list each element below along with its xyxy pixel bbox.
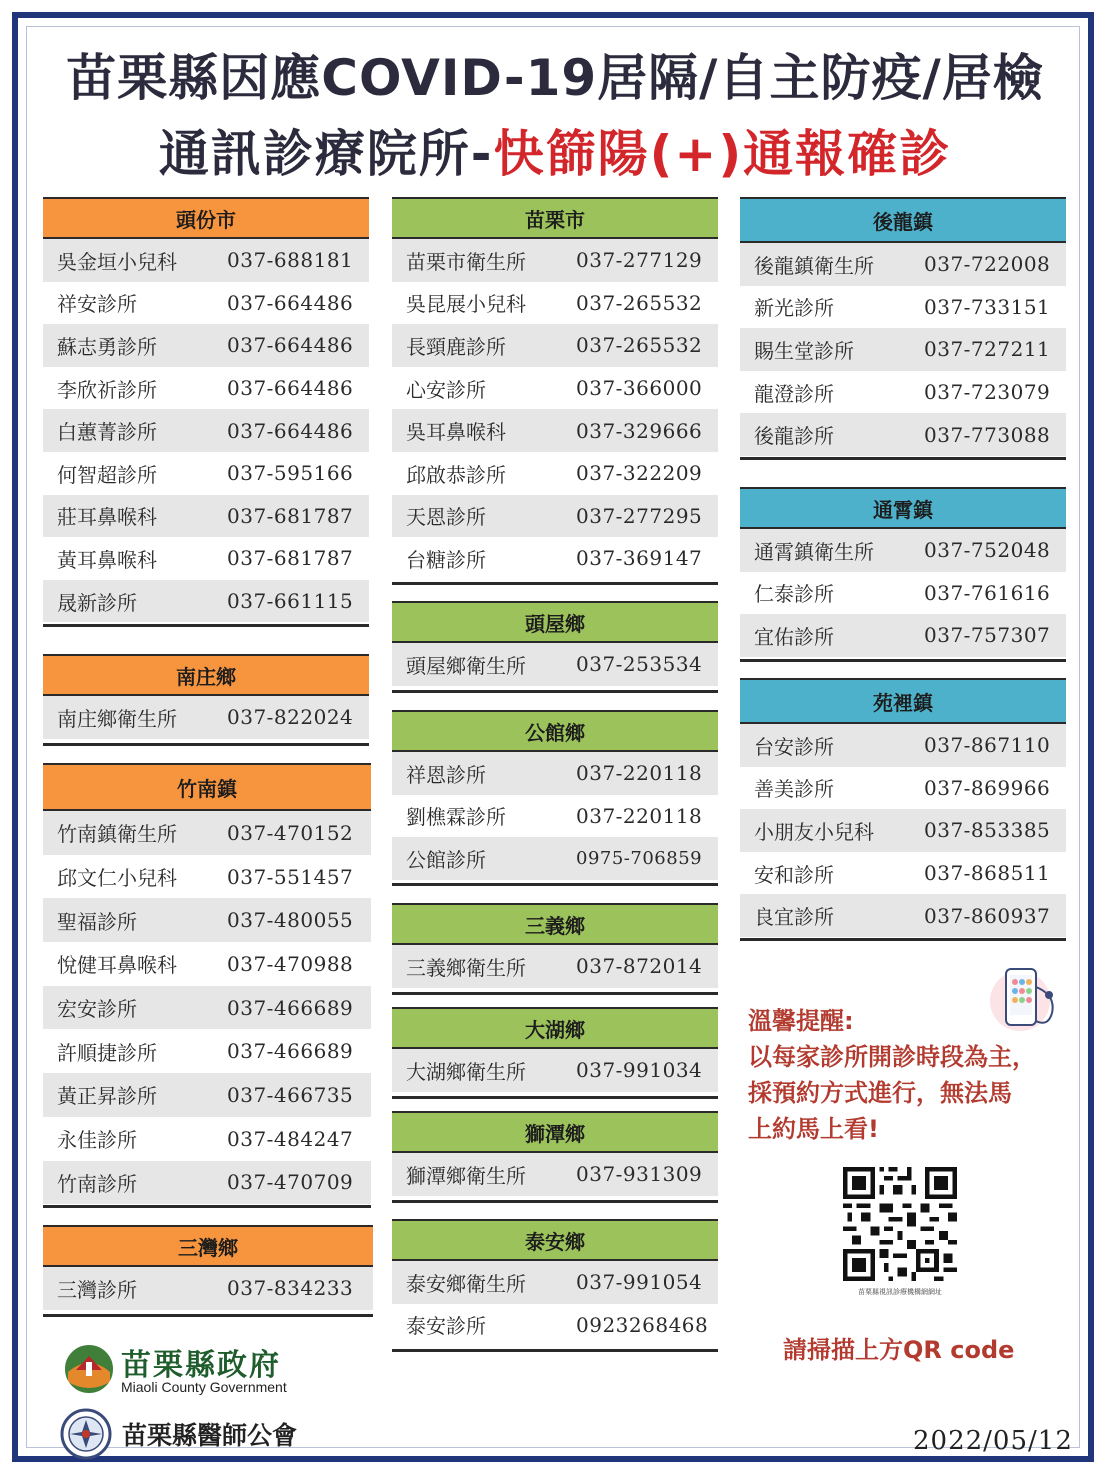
county-government-name: 苗栗縣政府 [121,1348,281,1383]
clinic-phone: 037-688181 [227,248,354,273]
clinic-phone: 037-220118 [576,803,703,828]
section-header: 南庄鄉 [43,654,369,696]
section-toufen [43,197,369,627]
clinic-name: 悅健耳鼻喉科 [57,953,177,978]
clinic-row [740,724,1066,767]
section-header: 三灣鄉 [43,1225,373,1267]
clinic-name: 宏安診所 [57,997,137,1022]
clinic-row [43,855,371,899]
clinic-phone: 037-867110 [924,733,1051,758]
scan-instruction: 請掃描上方QR code [783,1336,1015,1364]
clinic-phone: 037-872014 [576,954,703,979]
clinic-name: 邱文仁小兒科 [57,866,177,891]
clinic-row [43,324,369,367]
publish-date: 2022/05/12 [913,1426,1073,1456]
clinic-row [43,811,371,855]
clinic-phone: 037-723079 [924,380,1051,405]
section-nanzhuang [43,654,369,746]
clinic-row [392,495,718,538]
clinic-phone: 037-595166 [227,461,354,486]
clinic-phone: 037-322209 [576,461,703,486]
clinic-row [43,1267,373,1310]
clinic-phone: 037-329666 [576,418,703,443]
clinic-name: 賜生堂診所 [754,338,854,363]
clinic-phone: 037-991054 [576,1270,703,1295]
clinic-phone: 037-664486 [227,333,354,358]
clinic-phone: 037-681787 [227,503,354,528]
clinic-row [740,529,1066,572]
clinic-row [740,413,1066,456]
clinic-row [43,898,371,942]
clinic-name: 仁泰診所 [754,582,834,607]
clinic-row [43,537,369,580]
reminder-line: 以每家診所開診時段為主， [748,1043,1036,1071]
reminder-box [748,1003,1078,1147]
clinic-phone: 037-991034 [576,1058,703,1083]
clinic-name: 公館診所 [406,847,486,872]
clinic-phone: 037-860937 [924,903,1051,928]
clinic-name: 後龍診所 [754,424,834,449]
column-2 [392,197,718,1352]
clinic-row [392,282,718,325]
section-miaoli-city [392,197,718,585]
clinic-phone: 037-366000 [576,376,703,401]
section-yuanli [740,678,1066,941]
clinic-name: 大湖鄉衛生所 [406,1059,526,1084]
section-header: 頭屋鄉 [392,601,718,643]
clinic-name: 南庄鄉衛生所 [57,706,177,731]
section-shitan [392,1111,718,1203]
clinic-name: 後龍鎮衛生所 [754,253,874,278]
clinic-row [392,367,718,410]
clinic-name: 泰安診所 [406,1314,486,1339]
clinic-row [740,809,1066,852]
title-red-part: 快篩陽(+)通報確診 [493,125,952,183]
clinic-phone: 037-733151 [924,294,1051,319]
clinic-phone: 037-277129 [576,248,703,273]
clinic-phone: 037-661115 [227,589,354,614]
clinic-row [740,852,1066,895]
section-houlong [740,197,1066,460]
clinic-name: 頭屋鄉衛生所 [406,653,526,678]
clinic-phone: 037-722008 [924,252,1051,277]
clinic-name: 善美診所 [754,777,834,802]
clinic-row [740,243,1066,286]
clinic-row [740,286,1066,329]
clinic-name: 天恩診所 [406,505,486,530]
clinic-name: 莊耳鼻喉科 [57,505,157,530]
clinic-name: 黃耳鼻喉科 [57,547,157,572]
clinic-name: 邱啟恭診所 [406,462,506,487]
clinic-name: 吳耳鼻喉科 [406,420,506,445]
section-zhunan [43,763,371,1208]
section-header: 後龍鎮 [740,197,1066,243]
clinic-name: 永佳診所 [57,1128,137,1153]
clinic-phone: 037-853385 [924,818,1051,843]
section-header: 公館鄉 [392,710,718,752]
page-title-line2 [0,114,1110,186]
clinic-phone: 037-664486 [227,376,354,401]
clinic-phone: 037-822024 [227,705,354,730]
clinic-phone: 037-752048 [924,538,1051,563]
clinic-phone: 037-466689 [227,1039,354,1064]
clinic-name: 竹南鎮衛生所 [57,822,177,847]
clinic-phone: 037-664486 [227,418,354,443]
section-header: 頭份市 [43,197,369,239]
section-header: 苗栗市 [392,197,718,239]
clinic-name: 心安診所 [406,377,486,402]
clinic-name: 晟新診所 [57,590,137,615]
clinic-name: 新光診所 [754,296,834,321]
clinic-phone: 037-757307 [924,623,1051,648]
title-black-part: 通訊診療院所- [158,125,494,183]
clinic-phone: 037-761616 [924,580,1051,605]
clinic-name: 劉樵霖診所 [406,805,506,830]
clinic-row [43,1161,371,1205]
reminder-line: 採預約方式進行，無法馬 [748,1079,1012,1107]
clinic-name: 聖福診所 [57,909,137,934]
section-header: 獅潭鄉 [392,1111,718,1153]
clinic-row [392,1153,718,1196]
clinic-name: 蘇志勇診所 [57,334,157,359]
clinic-phone: 037-466689 [227,995,354,1020]
clinic-name: 龍澄診所 [754,381,834,406]
clinic-name: 何智超診所 [57,462,157,487]
clinic-phone: 037-551457 [227,864,354,889]
clinic-row [392,537,718,580]
section-sanwan [43,1225,373,1317]
clinic-row [740,894,1066,937]
page-title-line1: 苗栗縣因應COVID-19居隔/自主防疫/居檢 [66,49,1044,107]
clinic-row [392,1304,718,1347]
section-dahu [392,1007,718,1099]
clinic-row [43,409,369,452]
clinic-name: 吳金垣小兒科 [57,249,177,274]
clinic-name: 三灣診所 [57,1277,137,1302]
clinic-phone: 037-253534 [576,652,703,677]
clinic-row [740,572,1066,615]
clinic-phone: 037-931309 [576,1162,703,1187]
clinic-row [392,1261,718,1304]
clinic-row [392,837,718,880]
clinic-name: 泰安鄉衛生所 [406,1271,526,1296]
clinic-row [43,1117,371,1161]
clinic-name: 祥安診所 [57,292,137,317]
clinic-name: 黃正昇診所 [57,1084,157,1109]
clinic-phone: 037-727211 [924,337,1051,362]
clinic-name: 良宜診所 [754,905,834,930]
clinic-phone: 0923268468 [576,1312,709,1337]
section-gongguan [392,710,718,886]
clinic-name: 祥恩診所 [406,762,486,787]
medical-association-name: 苗栗縣醫師公會 [122,1421,298,1450]
section-header: 通霄鎮 [740,487,1066,529]
clinic-name: 許順捷診所 [57,1040,157,1065]
clinic-phone: 037-773088 [924,422,1051,447]
miaoli-county-logo-icon [62,1342,116,1396]
clinic-name: 苗栗市衛生所 [406,249,526,274]
clinic-phone: 037-466735 [227,1082,354,1107]
section-taian [392,1219,718,1352]
clinic-phone: 037-470709 [227,1170,354,1195]
column-3 [740,197,1066,941]
clinic-name: 宜佑診所 [754,624,834,649]
clinic-row [392,795,718,838]
clinic-row [392,324,718,367]
section-tongxiao [740,487,1066,662]
clinic-row [43,239,369,282]
clinic-row [43,452,369,495]
clinic-row [43,367,369,410]
section-sanyi [392,903,718,995]
medical-association-logo-icon [60,1408,112,1460]
clinic-name: 吳昆展小兒科 [406,292,526,317]
qr-caption: 苗栗縣視訊診療機構網網址 [858,1288,942,1296]
clinic-row [392,239,718,282]
column-1 [43,197,369,1317]
clinic-phone: 037-480055 [227,908,354,933]
clinic-row [392,452,718,495]
clinic-row [392,752,718,795]
section-header: 大湖鄉 [392,1007,718,1049]
clinic-row [740,614,1066,657]
clinic-row [392,945,718,988]
clinic-name: 通霄鎮衛生所 [754,539,874,564]
clinic-row [43,282,369,325]
qr-code[interactable] [843,1167,957,1281]
clinic-phone: 037-220118 [576,761,703,786]
clinic-name: 小朋友小兒科 [754,819,874,844]
clinic-phone: 037-277295 [576,503,703,528]
clinic-phone: 037-834233 [227,1276,354,1301]
clinic-name: 安和診所 [754,862,834,887]
clinic-phone: 037-869966 [924,775,1051,800]
clinic-phone: 037-470152 [227,820,354,845]
clinic-phone: 037-265532 [576,290,703,315]
clinic-phone: 037-470988 [227,951,354,976]
section-header: 三義鄉 [392,903,718,945]
clinic-name: 李欣祈診所 [57,377,157,402]
clinic-name: 白蕙菁診所 [57,420,157,445]
clinic-row [43,495,369,538]
clinic-row [740,767,1066,810]
clinic-phone: 037-868511 [924,861,1051,886]
clinic-row [43,1073,371,1117]
county-government-name-en: Miaoli County Government [121,1379,287,1395]
clinic-row [43,942,371,986]
clinic-row [392,1049,718,1092]
clinic-name: 竹南診所 [57,1171,137,1196]
clinic-name: 三義鄉衛生所 [406,955,526,980]
clinic-row [392,643,718,686]
clinic-name: 台安診所 [754,734,834,759]
clinic-phone: 037-681787 [227,546,354,571]
clinic-phone: 0975-706859 [576,847,703,869]
clinic-name: 長頸鹿診所 [406,334,506,359]
clinic-row [43,580,369,623]
section-touwu [392,601,718,693]
clinic-row [740,371,1066,414]
clinic-row [740,328,1066,371]
section-header: 竹南鎮 [43,763,371,811]
clinic-phone: 037-369147 [576,546,703,571]
clinic-row [392,409,718,452]
clinic-name: 台糖診所 [406,547,486,572]
reminder-heading: 溫馨提醒: [748,1007,854,1035]
clinic-name: 獅潭鄉衛生所 [406,1163,526,1188]
section-header: 泰安鄉 [392,1219,718,1261]
clinic-row [43,986,371,1030]
clinic-row [43,696,369,739]
clinic-phone: 037-265532 [576,333,703,358]
section-header: 苑裡鎮 [740,678,1066,724]
reminder-line: 上約馬上看! [748,1115,879,1143]
clinic-row [43,1029,371,1073]
clinic-phone: 037-484247 [227,1126,354,1151]
clinic-phone: 037-664486 [227,290,354,315]
